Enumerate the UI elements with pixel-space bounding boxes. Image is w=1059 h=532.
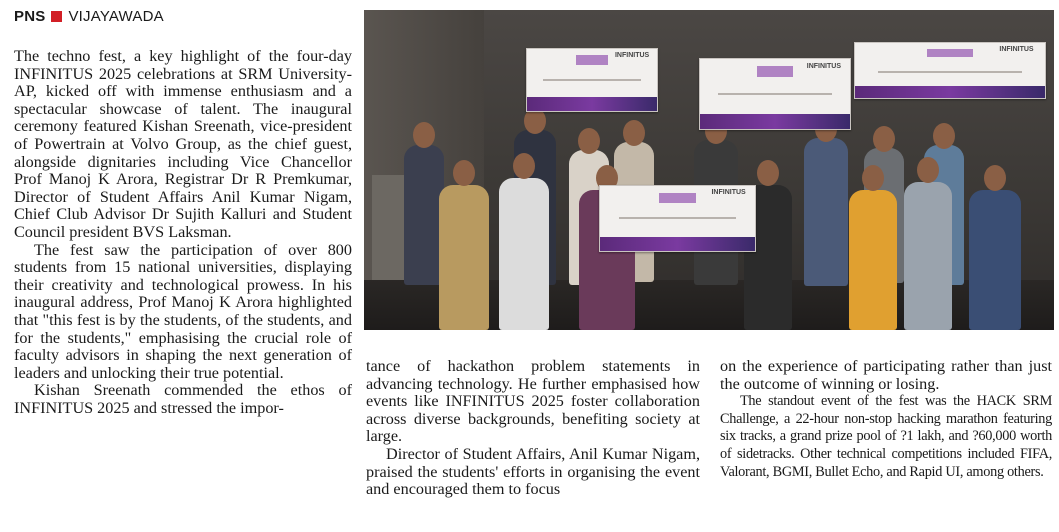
cheque: INFINITUS (599, 185, 756, 252)
article-column-1 (14, 48, 352, 417)
paragraph: Director of Student Affairs, Anil Kumar Nigam, praised the students' efforts in organising the event and encouraged them to focus (366, 444, 700, 499)
paragraph: The standout event of the fest was the HACK SRM Challenge, a 22-hour non-stop hacking marathon featuring six tracks, a grand prize pool of ?1 lakh, and ?60,000 worth of sidetracks. Other technical competitions included FIFA, Valorant, BGMI, Bullet Echo, and Rapid UI, among others. (720, 393, 1052, 480)
news-photo (364, 10, 1054, 330)
paragraph: The techno fest, a key highlight of the four-day INFINITUS 2025 celebrations at SRM University-AP, kicked off with immense enthusiasm and a spectacular showcase of talent. The inaugural ceremony featured Kishan Sreenath, vice-president of Powertrain at Volvo Group, as the chief guest, alongside dignitaries including Vice Chancellor Prof Manoj K Arora, Registrar Dr R Premkumar, Director of Student Affairs Anil Kumar Nigam, Chief Club Advisor Dr Sujith Kalluri and Student Council president BVS Laksman. (14, 47, 352, 241)
news-agency: PNS (14, 7, 46, 25)
article-column-2 (366, 358, 700, 499)
cheque: INFINITUS (526, 48, 658, 112)
paragraph: Kishan Sreenath commended the ethos of INFINITUS 2025 and stressed the impor- (14, 381, 352, 417)
paragraph: tance of hackathon problem statements in advancing technology. He further emphasised how events like INFINITUS 2025 foster collaboration across diverse backgrounds, benefiting society at large. (366, 357, 700, 446)
red-square-icon (51, 11, 62, 22)
paragraph: The fest saw the participation of over 800 students from 15 national universities, displaying their creativity and technological prowess. In his inaugural address, Prof Manoj K Arora highlighted that "this fest is by the students, of the students, and for the students," emphasising the crucial role of faculty advisors in shaping the next generation of leaders and unlocking their true potential. (14, 240, 352, 382)
paragraph: on the experience of participating rather than just the outcome of winning or losing. (720, 357, 1052, 393)
dateline (14, 6, 164, 26)
dateline-city: VIJAYAWADA (68, 7, 164, 25)
cheque: INFINITUS (699, 58, 851, 130)
cheque: INFINITUS (854, 42, 1046, 99)
article-column-3 (720, 358, 1052, 481)
